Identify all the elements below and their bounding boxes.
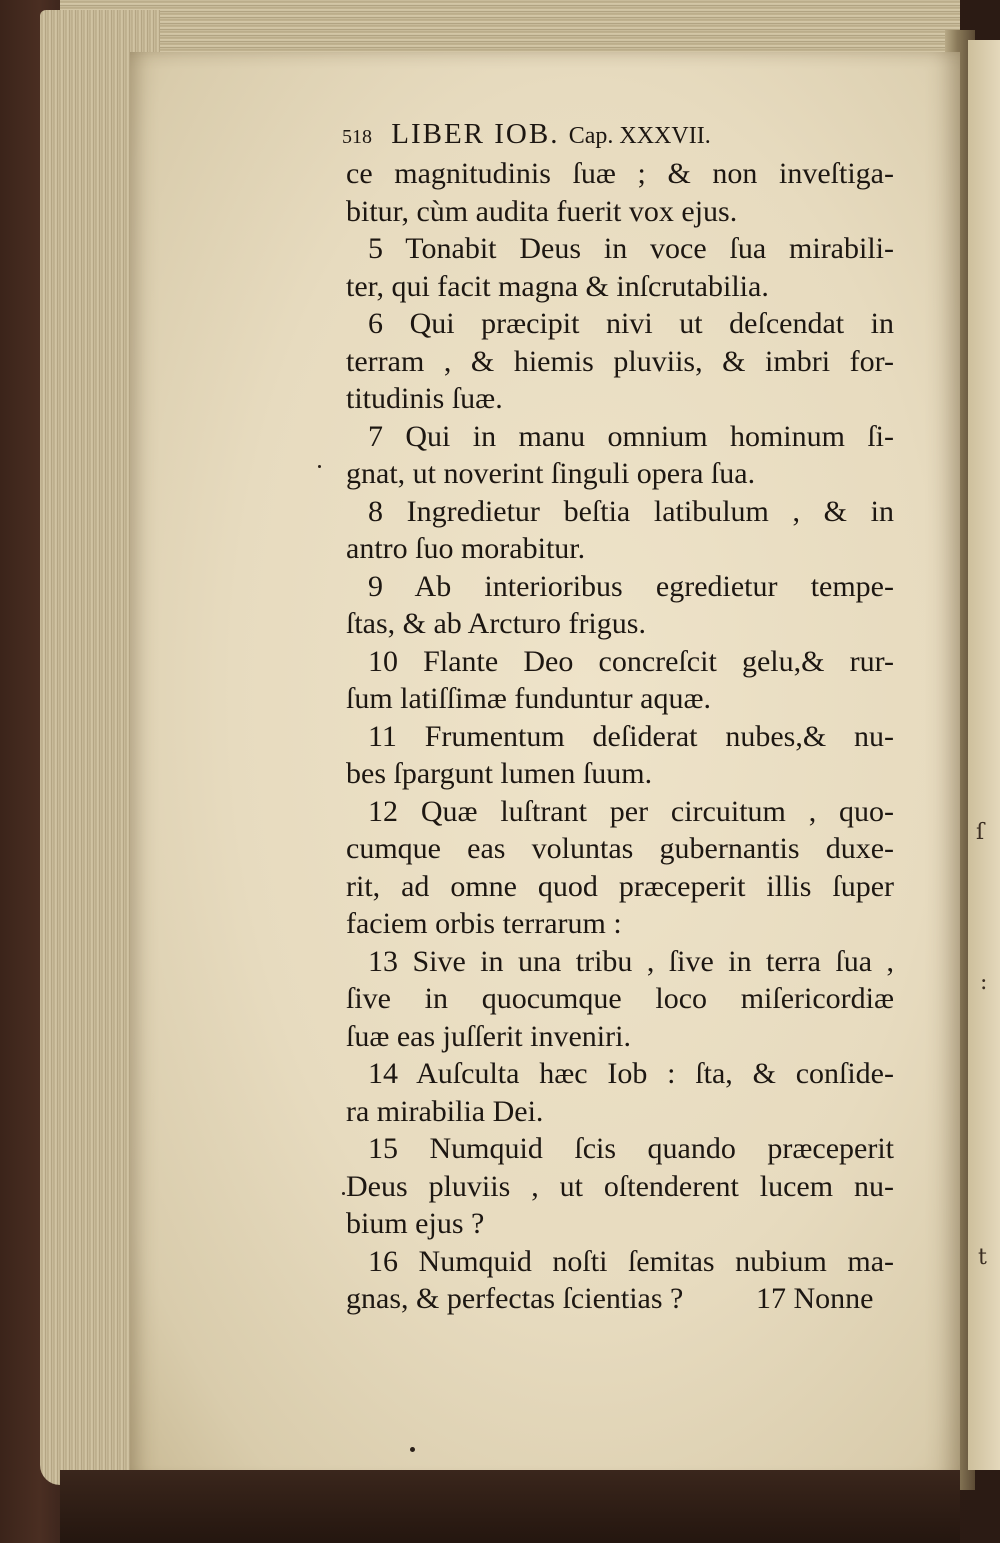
text-line: 8 Ingredietur beſtia latibulum , & in	[368, 494, 894, 528]
text-line: ſum latiſſimæ funduntur aquæ.	[346, 682, 711, 715]
chapter-label: Cap. XXXVII.	[568, 123, 711, 149]
text-line: titudinis ſuæ.	[346, 382, 503, 415]
text-line: terram , & hiemis pluviis, & imbri for-	[346, 344, 894, 378]
facing-page-glyph: t	[978, 1245, 987, 1270]
text-line: 12 Quæ luſtrant per circuitum , quo-	[368, 794, 894, 828]
text-line: 11 Frumentum deſiderat nubes,& nu-	[368, 719, 894, 753]
page-number: 518	[342, 126, 372, 148]
text-line: cumque eas voluntas gubernantis duxe-	[346, 832, 894, 865]
running-title: LIBER IOB.	[391, 118, 560, 150]
text-line: 10 Flante Deo concreſcit gelu,& rur-	[368, 644, 894, 678]
ink-speck	[318, 465, 321, 468]
text-line: gnas, & perfectas ſcientias ?	[346, 1282, 684, 1315]
text-line: 7 Qui in manu omnium hominum ſi-	[368, 419, 894, 453]
catchword: 17 Nonne	[756, 1282, 874, 1315]
text-line: faciem orbis terrarum :	[346, 907, 622, 940]
text-line: ſuæ eas juſſerit inveniri.	[346, 1019, 631, 1053]
text-line: 16 Numquid noſti ſemitas nubium ma-	[368, 1244, 894, 1278]
text-line: bium ejus ?	[346, 1207, 485, 1240]
text-line: 13 Sive in una tribu , ſive in terra ſua ,	[368, 944, 894, 978]
text-line: 15 Numquid ſcis quando præceperit	[368, 1132, 894, 1165]
text-line: 5 Tonabit Deus in voce ſua mirabili-	[368, 232, 894, 265]
text-line: ſive in quocumque loco miſericordiæ	[346, 982, 894, 1015]
ink-speck	[410, 1447, 415, 1452]
facing-page-glyph: ſ	[976, 820, 985, 845]
ink-speck	[342, 1192, 345, 1195]
text-line: bitur, cùm audita fuerit vox ejus.	[346, 194, 738, 228]
text-line: 9 Ab interioribus egredietur tempe-	[368, 569, 894, 603]
text-line: ra mirabilia Dei.	[346, 1094, 544, 1128]
text-line: rit, ad omne quod præceperit illis ſuper	[346, 869, 894, 903]
text-line: ce magnitudinis ſuæ ; & non inveſtiga-	[346, 157, 894, 190]
text-line: Deus pluviis , ut oſtenderent lucem nu-	[346, 1169, 894, 1203]
text-line: ter, qui facit magna & inſcrutabilia.	[346, 269, 769, 303]
text-line: 14 Auſculta hæc Iob : ſta, & conſide-	[368, 1057, 894, 1090]
facing-page-glyph: :	[980, 970, 988, 995]
running-header	[342, 118, 711, 151]
text-line: gnat, ut noverint ſinguli opera ſua.	[346, 457, 756, 490]
text-line: ſtas, & ab Arcturo frigus.	[346, 607, 646, 640]
text-line: antro ſuo morabitur.	[346, 532, 586, 565]
text-line: 6 Qui præcipit nivi ut deſcendat in	[368, 307, 894, 340]
text-line: bes ſpargunt lumen ſuum.	[346, 757, 653, 790]
